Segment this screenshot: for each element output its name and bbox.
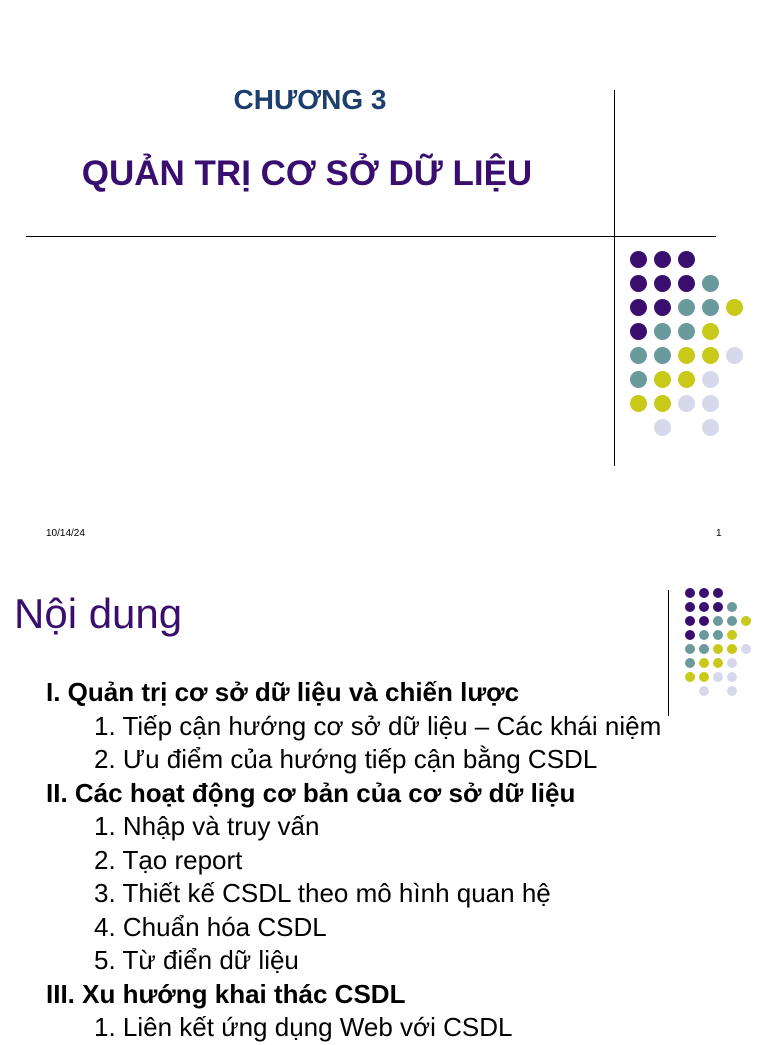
decorative-dot	[630, 371, 647, 388]
horizontal-divider	[26, 236, 716, 237]
decorative-dot	[685, 658, 695, 668]
decorative-dot	[654, 275, 671, 292]
decorative-dot	[702, 347, 719, 364]
decorative-dot	[699, 658, 709, 668]
outline-item: 2. Tạo report	[94, 844, 243, 875]
decorative-dot	[699, 602, 709, 612]
decorative-dot	[678, 323, 695, 340]
decorative-dot	[678, 299, 695, 316]
decorative-dot	[741, 644, 751, 654]
decorative-dot	[726, 347, 743, 364]
decorative-dot	[630, 347, 647, 364]
decorative-dot	[727, 616, 737, 626]
outline-item: 1. Liên kết ứng dụng Web với CSDL	[94, 1012, 513, 1042]
decorative-dot	[630, 251, 647, 268]
decorative-dot	[678, 347, 695, 364]
decorative-dot	[713, 616, 723, 626]
outline-item: 1. Tiếp cận hướng cơ sở dữ liệu – Các khái niệm	[94, 710, 662, 741]
decorative-dot	[654, 371, 671, 388]
outline-item: 1. Nhập và truy vấn	[94, 811, 320, 841]
decorative-dot	[654, 347, 671, 364]
decorative-dot	[678, 395, 695, 412]
slide-title: Nội dung	[14, 590, 183, 637]
decorative-dot	[702, 323, 719, 340]
decorative-dot	[741, 616, 751, 626]
slide-date: 10/14/24	[46, 528, 85, 539]
decorative-dot	[702, 275, 719, 292]
decorative-dot	[713, 630, 723, 640]
decorative-dot	[699, 644, 709, 654]
decorative-dot	[654, 299, 671, 316]
decorative-dot	[630, 299, 647, 316]
decorative-dot	[678, 251, 695, 268]
decorative-dot	[678, 275, 695, 292]
vertical-divider	[614, 90, 615, 466]
decorative-dot	[727, 644, 737, 654]
decorative-dot	[727, 602, 737, 612]
decorative-dot	[727, 658, 737, 668]
decorative-dot	[630, 323, 647, 340]
slide-title: QUẢN TRỊ CƠ SỞ DỮ LIỆU	[81, 154, 533, 193]
decorative-dot	[699, 630, 709, 640]
outline-item: 4. Chuẩn hóa CSDL	[94, 911, 327, 942]
decorative-dot	[699, 588, 709, 598]
page-number: 1	[716, 528, 722, 539]
decorative-dot	[654, 395, 671, 412]
outline-section: I. Quản trị cơ sở dữ liệu và chiến lược	[46, 677, 520, 707]
decorative-dot	[713, 644, 723, 654]
chapter-label: CHƯƠNG 3	[233, 84, 387, 115]
decorative-dot	[654, 419, 671, 436]
decorative-dot	[685, 644, 695, 654]
outline-list	[46, 676, 746, 1045]
decorative-dot	[702, 371, 719, 388]
decorative-dot	[630, 275, 647, 292]
outline-section: III. Xu hướng khai thác CSDL	[46, 978, 406, 1009]
decorative-dot	[630, 395, 647, 412]
decorative-dot	[702, 299, 719, 316]
outline-item: 2. Ưu điểm của hướng tiếp cận bằng CSDL	[94, 744, 598, 774]
decorative-dot	[713, 658, 723, 668]
decorative-dot	[702, 419, 719, 436]
outline-item: 3. Thiết kế CSDL theo mô hình quan hệ	[94, 878, 551, 908]
outline-section: II. Các hoạt động cơ bản của cơ sở dữ liệu	[46, 777, 576, 808]
decorative-dot	[726, 299, 743, 316]
decorative-dot	[713, 588, 723, 598]
decorative-dot	[685, 616, 695, 626]
decorative-dot	[713, 602, 723, 612]
decorative-dot	[702, 395, 719, 412]
decorative-dot	[727, 630, 737, 640]
decorative-dot	[685, 630, 695, 640]
decorative-dot	[699, 616, 709, 626]
decorative-dot	[685, 602, 695, 612]
decorative-dot	[654, 251, 671, 268]
contents-slide	[0, 566, 768, 1042]
decorative-dot	[685, 588, 695, 598]
decorative-dot	[654, 323, 671, 340]
decorative-dot	[678, 371, 695, 388]
outline-item: 5. Từ điển dữ liệu	[94, 945, 299, 975]
